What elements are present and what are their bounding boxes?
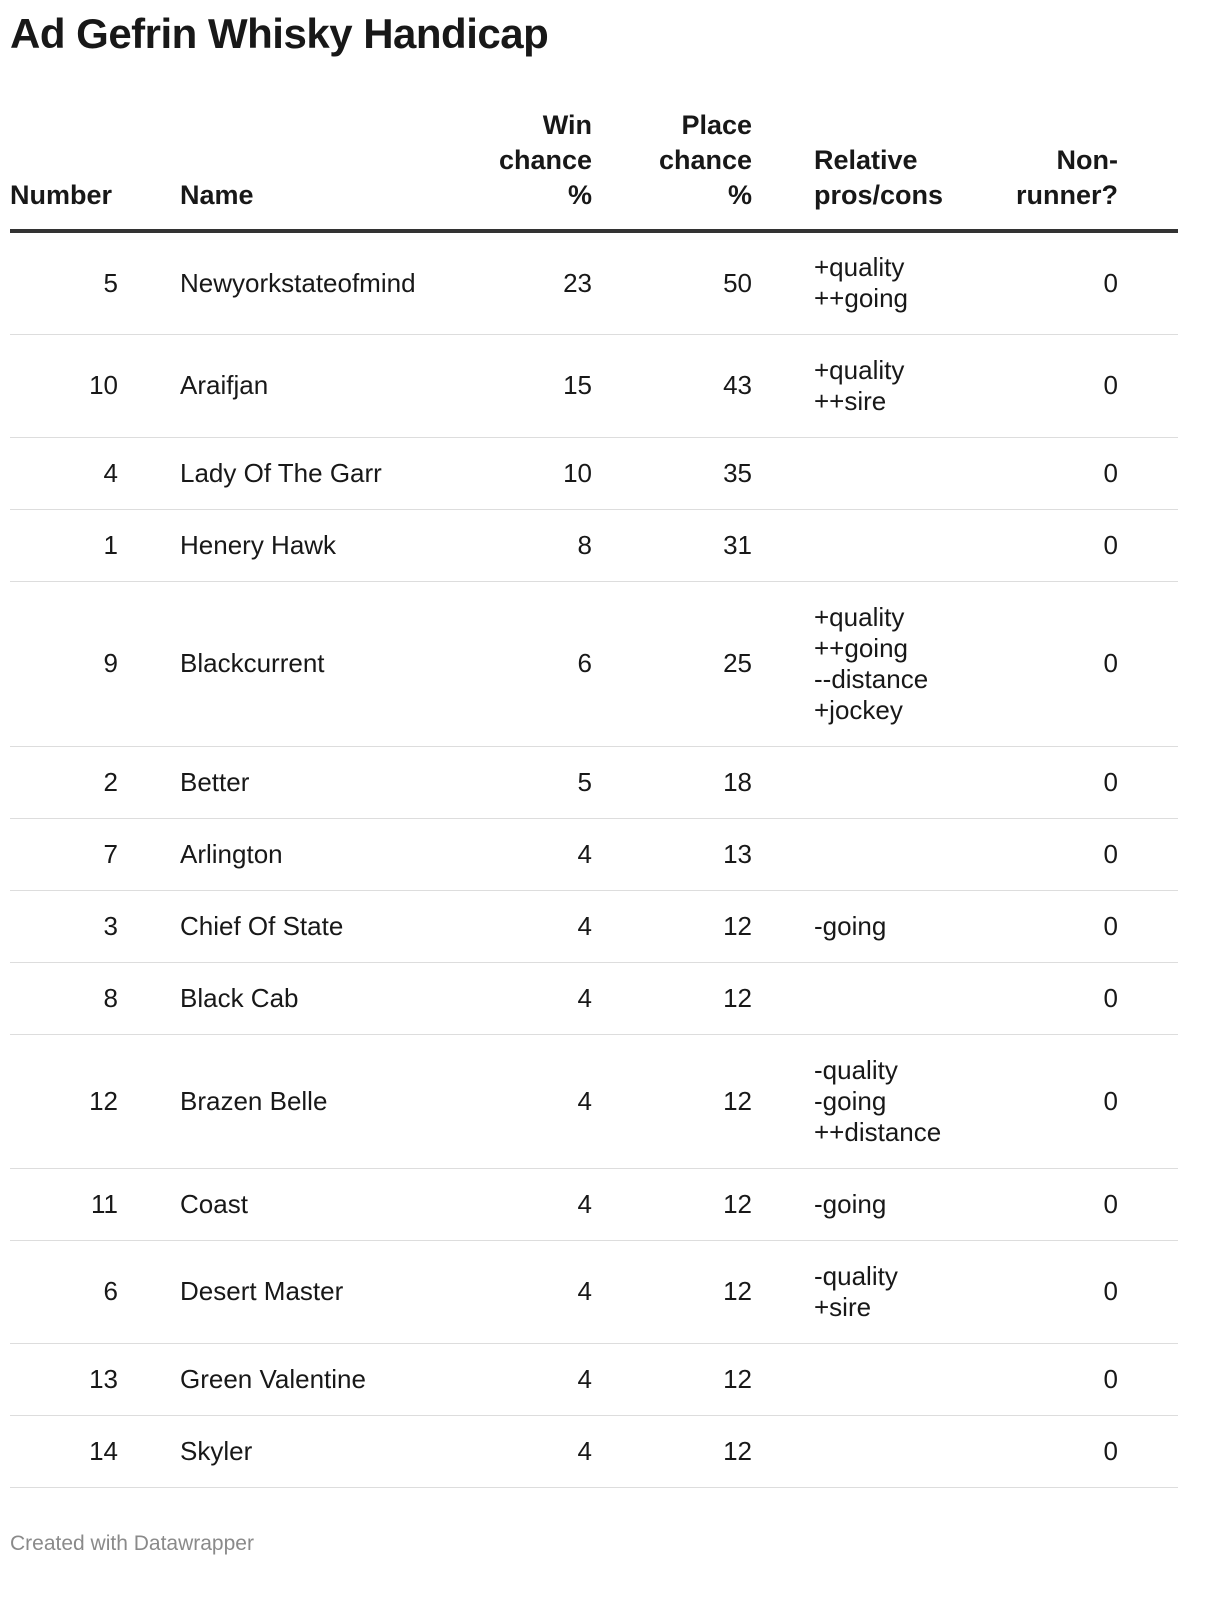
table-row — [10, 1343, 1178, 1415]
cell-pros — [814, 581, 964, 746]
cell-pros — [814, 1240, 964, 1343]
pros-item: +jockey — [814, 694, 903, 725]
pros-item: ++sire — [814, 385, 887, 416]
cell-nonrunner: 0 — [964, 1240, 1118, 1343]
cell-name: Black Cab — [180, 962, 482, 1034]
cell-nonrunner: 0 — [964, 231, 1118, 334]
cell-win: 4 — [482, 1168, 592, 1240]
pros-item: --distance — [814, 663, 929, 694]
table-row — [10, 1168, 1178, 1240]
header-pros: Relative pros/cons — [814, 108, 964, 231]
header-number: Number — [10, 108, 118, 231]
cell-name: Better — [180, 746, 482, 818]
cell-pros — [814, 437, 964, 509]
cell-nonrunner: 0 — [964, 890, 1118, 962]
cell-pros — [814, 818, 964, 890]
pros-item: +quality — [814, 354, 905, 385]
cell-nonrunner: 0 — [964, 509, 1118, 581]
cell-nonrunner: 0 — [964, 1415, 1118, 1487]
cell-name: Green Valentine — [180, 1343, 482, 1415]
pros-item: ++distance — [814, 1116, 942, 1147]
cell-place: 18 — [592, 746, 752, 818]
cell-number: 12 — [10, 1034, 118, 1168]
pros-item: +quality — [814, 252, 905, 283]
cell-pros — [814, 1415, 964, 1487]
cell-place: 43 — [592, 334, 752, 437]
cell-nonrunner: 0 — [964, 1034, 1118, 1168]
table-row — [10, 437, 1178, 509]
cell-place: 12 — [592, 1415, 752, 1487]
table-body — [10, 231, 1178, 1487]
pros-item: -going — [814, 1188, 887, 1219]
cell-number: 2 — [10, 746, 118, 818]
pros-item: -quality — [814, 1260, 898, 1291]
race-table — [10, 108, 1178, 1488]
table-row — [10, 1034, 1178, 1168]
header-place: Place chance % — [592, 108, 752, 231]
pros-item: ++going — [814, 632, 908, 663]
cell-number: 6 — [10, 1240, 118, 1343]
cell-pros — [814, 334, 964, 437]
cell-place: 35 — [592, 437, 752, 509]
cell-win: 4 — [482, 1240, 592, 1343]
cell-place: 50 — [592, 231, 752, 334]
pros-item: -going — [814, 1085, 887, 1116]
cell-nonrunner: 0 — [964, 581, 1118, 746]
cell-nonrunner: 0 — [964, 1343, 1118, 1415]
table-row — [10, 231, 1178, 334]
cell-win: 4 — [482, 1034, 592, 1168]
cell-number: 9 — [10, 581, 118, 746]
cell-name: Arlington — [180, 818, 482, 890]
cell-win: 8 — [482, 509, 592, 581]
table-row — [10, 746, 1178, 818]
cell-number: 1 — [10, 509, 118, 581]
cell-number: 7 — [10, 818, 118, 890]
cell-number: 14 — [10, 1415, 118, 1487]
cell-number: 10 — [10, 334, 118, 437]
cell-pros — [814, 746, 964, 818]
cell-win: 5 — [482, 746, 592, 818]
table-row — [10, 1240, 1178, 1343]
cell-nonrunner: 0 — [964, 1168, 1118, 1240]
cell-number: 13 — [10, 1343, 118, 1415]
cell-nonrunner: 0 — [964, 818, 1118, 890]
table-row — [10, 890, 1178, 962]
cell-place: 12 — [592, 962, 752, 1034]
cell-pros — [814, 509, 964, 581]
pros-item: ++going — [814, 283, 908, 314]
cell-number: 3 — [10, 890, 118, 962]
cell-win: 10 — [482, 437, 592, 509]
cell-name: Blackcurrent — [180, 581, 482, 746]
header-win: Win chance % — [482, 108, 592, 231]
cell-name: Desert Master — [180, 1240, 482, 1343]
cell-pros — [814, 962, 964, 1034]
cell-name: Chief Of State — [180, 890, 482, 962]
header-name: Name — [180, 108, 482, 231]
cell-place: 12 — [592, 890, 752, 962]
page-title: Ad Gefrin Whisky Handicap — [10, 10, 549, 57]
cell-place: 13 — [592, 818, 752, 890]
cell-number: 8 — [10, 962, 118, 1034]
cell-win: 15 — [482, 334, 592, 437]
cell-win: 4 — [482, 890, 592, 962]
cell-name: Newyorkstateofmind — [180, 231, 482, 334]
cell-nonrunner: 0 — [964, 437, 1118, 509]
cell-win: 4 — [482, 1415, 592, 1487]
cell-win: 4 — [482, 1343, 592, 1415]
cell-nonrunner: 0 — [964, 962, 1118, 1034]
cell-win: 6 — [482, 581, 592, 746]
table-row — [10, 818, 1178, 890]
cell-pros — [814, 890, 964, 962]
table-row — [10, 509, 1178, 581]
cell-name: Skyler — [180, 1415, 482, 1487]
cell-number: 5 — [10, 231, 118, 334]
cell-place: 12 — [592, 1034, 752, 1168]
pros-item: +sire — [814, 1291, 872, 1322]
table-row — [10, 334, 1178, 437]
cell-name: Brazen Belle — [180, 1034, 482, 1168]
cell-place: 12 — [592, 1168, 752, 1240]
header-nonrunner: Non- runner? — [964, 108, 1118, 231]
pros-item: +quality — [814, 601, 905, 632]
table-row — [10, 1415, 1178, 1487]
cell-name: Lady Of The Garr — [180, 437, 482, 509]
cell-place: 25 — [592, 581, 752, 746]
cell-pros — [814, 231, 964, 334]
pros-item: -going — [814, 910, 887, 941]
cell-pros — [814, 1343, 964, 1415]
cell-nonrunner: 0 — [964, 746, 1118, 818]
cell-place: 31 — [592, 509, 752, 581]
pros-item: -quality — [814, 1054, 898, 1085]
cell-place: 12 — [592, 1240, 752, 1343]
cell-nonrunner: 0 — [964, 334, 1118, 437]
cell-place: 12 — [592, 1343, 752, 1415]
header-row — [10, 108, 1178, 231]
cell-pros — [814, 1168, 964, 1240]
cell-win: 23 — [482, 231, 592, 334]
cell-name: Henery Hawk — [180, 509, 482, 581]
cell-win: 4 — [482, 818, 592, 890]
cell-pros — [814, 1034, 964, 1168]
table-row — [10, 962, 1178, 1034]
credit-footer: Created with Datawrapper — [10, 1532, 254, 1555]
cell-name: Araifjan — [180, 334, 482, 437]
cell-number: 11 — [10, 1168, 118, 1240]
cell-win: 4 — [482, 962, 592, 1034]
cell-number: 4 — [10, 437, 118, 509]
cell-name: Coast — [180, 1168, 482, 1240]
table-row — [10, 581, 1178, 746]
